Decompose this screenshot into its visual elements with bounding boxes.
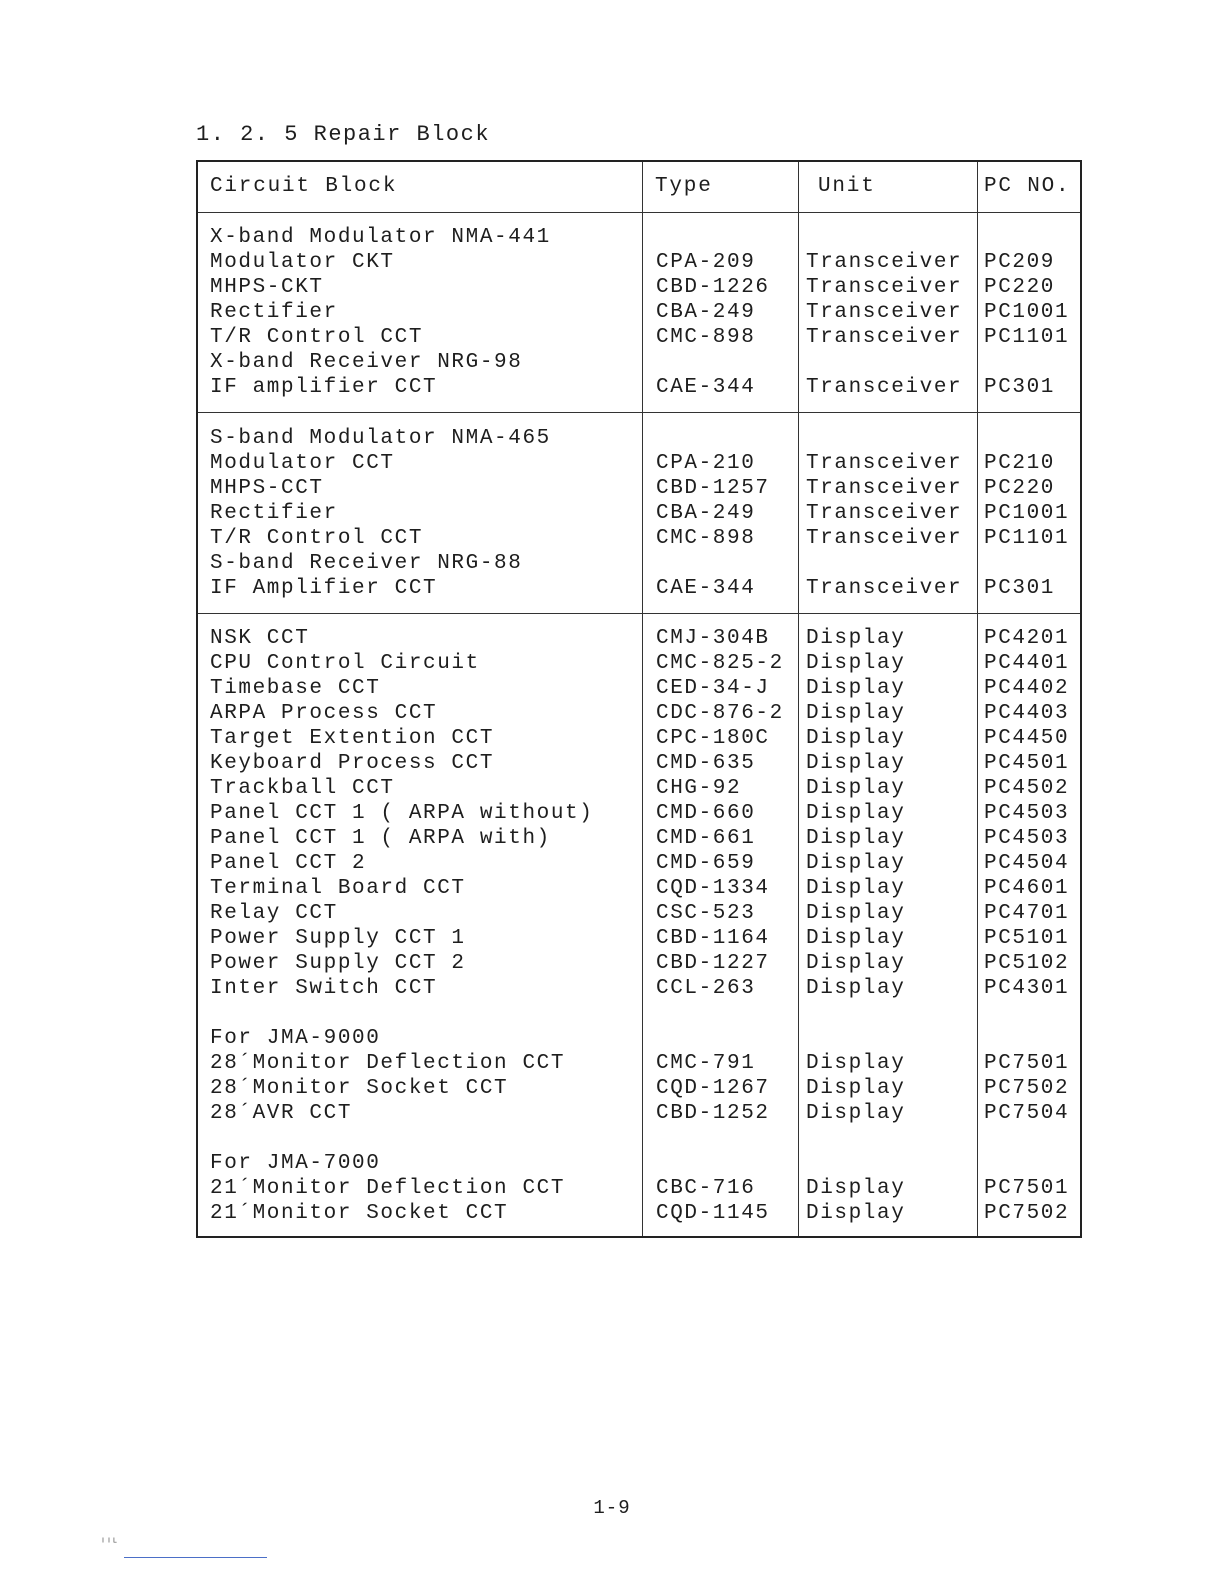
cell-unit: Display [806, 727, 906, 750]
column-divider [642, 162, 643, 1236]
cell-type: CBD-1252 [656, 1102, 770, 1125]
cell-circuit-block: MHPS-CCT [210, 477, 324, 500]
repair-block-table [196, 160, 1082, 1238]
cell-unit: Transceiver [806, 326, 963, 349]
cell-pc-no: PC209 [984, 251, 1056, 274]
cell-type: CMJ-304B [656, 627, 770, 650]
cell-unit: Display [806, 1202, 906, 1225]
cell-unit: Transceiver [806, 276, 963, 299]
cell-type: CBD-1164 [656, 927, 770, 950]
cell-pc-no: PC4601 [984, 877, 1070, 900]
cell-pc-no: PC210 [984, 452, 1056, 475]
cell-circuit-block: For JMA-9000 [210, 1027, 381, 1050]
cell-unit: Display [806, 627, 906, 650]
group-divider [198, 613, 1080, 614]
cell-unit: Transceiver [806, 477, 963, 500]
cell-unit: Display [806, 827, 906, 850]
header-circuit-block: Circuit Block [210, 175, 398, 198]
cell-circuit-block: Timebase CCT [210, 677, 381, 700]
cell-type: CBD-1226 [656, 276, 770, 299]
cell-type: CMC-825-2 [656, 652, 784, 675]
column-divider [798, 162, 799, 1236]
cell-type: CBA-249 [656, 502, 756, 525]
cell-pc-no: PC4401 [984, 652, 1070, 675]
cell-circuit-block: CPU Control Circuit [210, 652, 480, 675]
cell-circuit-block: 28´AVR CCT [210, 1102, 353, 1125]
cell-type: CMD-660 [656, 802, 756, 825]
cell-circuit-block: Power Supply CCT 1 [210, 927, 466, 950]
header-pc-no: PC NO. [984, 175, 1071, 198]
cell-circuit-block: Target Extention CCT [210, 727, 495, 750]
cell-circuit-block: Rectifier [210, 502, 338, 525]
cell-circuit-block: Power Supply CCT 2 [210, 952, 466, 975]
cell-pc-no: PC4501 [984, 752, 1070, 775]
cell-type: CDC-876-2 [656, 702, 784, 725]
cell-circuit-block: 21´Monitor Socket CCT [210, 1202, 509, 1225]
cell-type: CQD-1145 [656, 1202, 770, 1225]
cell-unit: Transceiver [806, 251, 963, 274]
cell-unit: Display [806, 1177, 906, 1200]
cell-unit: Display [806, 1102, 906, 1125]
cell-pc-no: PC1101 [984, 326, 1070, 349]
cell-pc-no: PC4504 [984, 852, 1070, 875]
cell-type: CBA-249 [656, 301, 756, 324]
cell-circuit-block: Relay CCT [210, 902, 338, 925]
cell-circuit-block: S-band Modulator NMA-465 [210, 427, 551, 450]
cell-type: CMD-635 [656, 752, 756, 775]
cell-unit: Display [806, 802, 906, 825]
cell-type: CPA-210 [656, 452, 756, 475]
footer-rule [124, 1557, 267, 1558]
cell-pc-no: PC4450 [984, 727, 1070, 750]
cell-type: CPC-180C [656, 727, 770, 750]
cell-circuit-block: Modulator CKT [210, 251, 395, 274]
cell-circuit-block: 28´Monitor Deflection CCT [210, 1052, 566, 1075]
cell-type: CAE-344 [656, 376, 756, 399]
cell-pc-no: PC301 [984, 376, 1056, 399]
cell-circuit-block: Panel CCT 1 ( ARPA with) [210, 827, 551, 850]
cell-circuit-block: Modulator CCT [210, 452, 395, 475]
cell-unit: Display [806, 752, 906, 775]
cell-type: CBD-1227 [656, 952, 770, 975]
column-divider [977, 162, 978, 1236]
cell-unit: Display [806, 927, 906, 950]
cell-circuit-block: X-band Modulator NMA-441 [210, 226, 551, 249]
cell-type: CHG-92 [656, 777, 742, 800]
cell-pc-no: PC220 [984, 477, 1056, 500]
cell-circuit-block: T/R Control CCT [210, 527, 424, 550]
cell-circuit-block: T/R Control CCT [210, 326, 424, 349]
cell-pc-no: PC7504 [984, 1102, 1070, 1125]
cell-circuit-block: NSK CCT [210, 627, 310, 650]
scan-mark: ᴵᴵᴸ [100, 1538, 119, 1549]
cell-type: CMC-898 [656, 527, 756, 550]
cell-pc-no: PC5102 [984, 952, 1070, 975]
cell-unit: Display [806, 977, 906, 1000]
cell-circuit-block: MHPS-CKT [210, 276, 324, 299]
cell-type: CBD-1257 [656, 477, 770, 500]
cell-circuit-block: 28´Monitor Socket CCT [210, 1077, 509, 1100]
page-number: 1-9 [593, 1497, 631, 1519]
cell-unit: Transceiver [806, 502, 963, 525]
cell-unit: Display [806, 702, 906, 725]
cell-circuit-block: Inter Switch CCT [210, 977, 438, 1000]
cell-type: CQD-1334 [656, 877, 770, 900]
cell-circuit-block: Panel CCT 1 ( ARPA without) [210, 802, 594, 825]
cell-unit: Transceiver [806, 376, 963, 399]
cell-circuit-block: Terminal Board CCT [210, 877, 466, 900]
cell-pc-no: PC1001 [984, 301, 1070, 324]
cell-unit: Display [806, 677, 906, 700]
cell-pc-no: PC7501 [984, 1177, 1070, 1200]
cell-pc-no: PC4301 [984, 977, 1070, 1000]
cell-pc-no: PC7502 [984, 1077, 1070, 1100]
cell-circuit-block: IF Amplifier CCT [210, 577, 438, 600]
cell-circuit-block: S-band Receiver NRG-88 [210, 552, 523, 575]
cell-pc-no: PC4701 [984, 902, 1070, 925]
cell-circuit-block: For JMA-7000 [210, 1152, 381, 1175]
cell-unit: Display [806, 1077, 906, 1100]
header-unit: Unit [818, 175, 876, 198]
cell-type: CBC-716 [656, 1177, 756, 1200]
cell-unit: Display [806, 777, 906, 800]
cell-type: CPA-209 [656, 251, 756, 274]
cell-pc-no: PC7502 [984, 1202, 1070, 1225]
cell-circuit-block: X-band Receiver NRG-98 [210, 351, 523, 374]
cell-type: CMC-791 [656, 1052, 756, 1075]
cell-unit: Display [806, 952, 906, 975]
cell-unit: Transceiver [806, 452, 963, 475]
cell-pc-no: PC301 [984, 577, 1056, 600]
cell-pc-no: PC4503 [984, 827, 1070, 850]
cell-unit: Display [806, 902, 906, 925]
cell-unit: Display [806, 652, 906, 675]
cell-pc-no: PC4201 [984, 627, 1070, 650]
cell-pc-no: PC4503 [984, 802, 1070, 825]
cell-type: CSC-523 [656, 902, 756, 925]
cell-type: CMC-898 [656, 326, 756, 349]
header-divider [198, 212, 1080, 213]
cell-unit: Transceiver [806, 577, 963, 600]
cell-circuit-block: Panel CCT 2 [210, 852, 367, 875]
cell-pc-no: PC1001 [984, 502, 1070, 525]
cell-type: CMD-661 [656, 827, 756, 850]
cell-circuit-block: 21´Monitor Deflection CCT [210, 1177, 566, 1200]
cell-pc-no: PC1101 [984, 527, 1070, 550]
cell-circuit-block: ARPA Process CCT [210, 702, 438, 725]
cell-circuit-block: Trackball CCT [210, 777, 395, 800]
cell-type: CCL-263 [656, 977, 756, 1000]
cell-pc-no: PC4402 [984, 677, 1070, 700]
header-type: Type [655, 175, 713, 198]
cell-unit: Transceiver [806, 527, 963, 550]
cell-pc-no: PC220 [984, 276, 1056, 299]
cell-unit: Display [806, 852, 906, 875]
cell-circuit-block: Rectifier [210, 301, 338, 324]
cell-circuit-block: Keyboard Process CCT [210, 752, 495, 775]
cell-circuit-block: IF amplifier CCT [210, 376, 438, 399]
cell-unit: Display [806, 1052, 906, 1075]
section-heading: 1. 2. 5 Repair Block [196, 122, 491, 147]
cell-pc-no: PC4502 [984, 777, 1070, 800]
cell-pc-no: PC7501 [984, 1052, 1070, 1075]
cell-type: CMD-659 [656, 852, 756, 875]
group-divider [198, 412, 1080, 413]
cell-unit: Display [806, 877, 906, 900]
cell-pc-no: PC5101 [984, 927, 1070, 950]
cell-unit: Transceiver [806, 301, 963, 324]
cell-type: CED-34-J [656, 677, 770, 700]
cell-type: CAE-344 [656, 577, 756, 600]
cell-type: CQD-1267 [656, 1077, 770, 1100]
cell-pc-no: PC4403 [984, 702, 1070, 725]
